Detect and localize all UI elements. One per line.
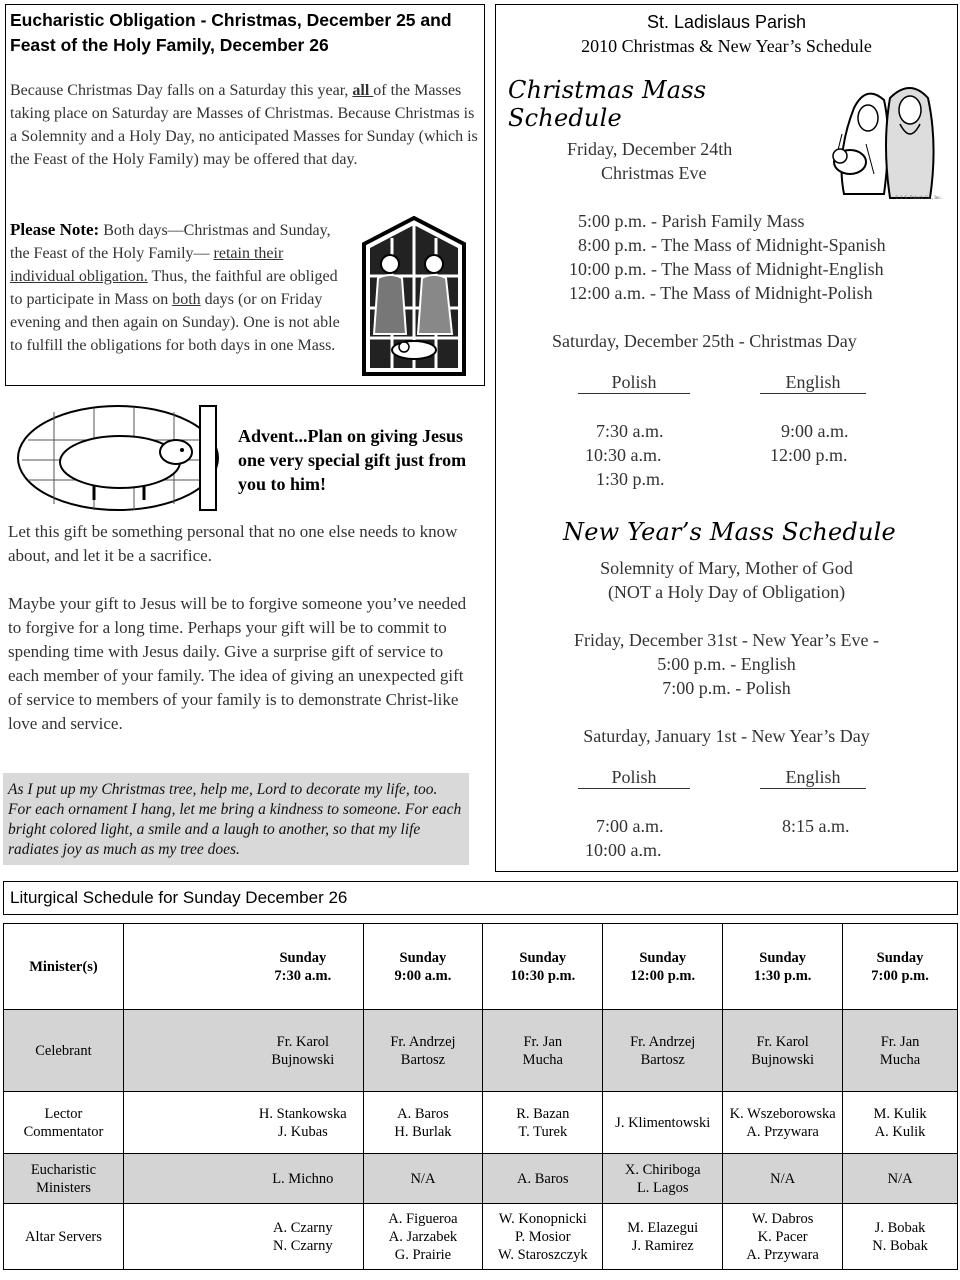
table-cell: Fr. Karol Bujnowski [723, 1010, 843, 1092]
ny-eve-mass-2: 7:00 p.m. - Polish [662, 678, 791, 698]
schedule-subtitle: 2010 Christmas & New Year’s Schedule [581, 36, 872, 56]
holy-family-illustration [826, 74, 946, 214]
ny-polish-heading: Polish [578, 766, 690, 789]
table-cell: A. Figueroa A. Jarzabek G. Prairie [363, 1204, 483, 1270]
not-holy-day-note: (NOT a Holy Day of Obligation) [607, 582, 846, 602]
table-cell: Fr. Andrzej Bartosz [603, 1010, 723, 1092]
ny-english-heading: English [760, 766, 866, 789]
table-cell: K. Wszeborowska A. Przywara [723, 1092, 843, 1154]
table-cell: N/A [843, 1154, 958, 1204]
role-cell: Eucharistic Ministers [4, 1154, 124, 1204]
emphasis-all: all [352, 82, 374, 99]
christmas-eve-date: Friday, December 24th [567, 139, 733, 159]
time-header-3: Sunday 12:00 p.m. [603, 924, 723, 1010]
table-cell: A. Czarny N. Czarny [243, 1204, 363, 1270]
table-cell: R. Bazan T. Turek [483, 1092, 603, 1154]
time-header-2: Sunday 10:30 p.m. [483, 924, 603, 1010]
time-header-1: Sunday 9:00 a.m. [363, 924, 483, 1010]
table-row-lector [4, 1092, 958, 1154]
parish-name: St. Ladislaus Parish [646, 12, 807, 32]
table-cell: Fr. Karol Bujnowski [243, 1010, 363, 1092]
table-cell: A. Baros [483, 1154, 603, 1204]
xmas-english-1: 9:00 a.m. [781, 421, 849, 441]
table-cell: Fr. Jan Mucha [843, 1010, 958, 1092]
ny-eve-mass-1: 5:00 p.m. - English [657, 654, 796, 674]
eve-mass-2: 8:00 p.m. - The Mass of Midnight-Spanish [578, 235, 886, 255]
note-lead: Please Note: [10, 220, 100, 239]
time-header-5: Sunday 7:00 p.m. [843, 924, 958, 1010]
christmas-mass-heading: Christmas Mass Schedule [508, 76, 707, 132]
new-year-mass-heading: New Year’s Mass Schedule [563, 518, 896, 546]
note-paragraph: Please Note: Both days—Christmas and Sunday, the Feast of the Holy Family— retain their individual obligation. Thus, the faithful are obliged to participate in Mass on both days (or on Friday evening and then again on Sunday). One is not able to fulfill the obligations for both days in one Mass. [10, 220, 340, 354]
role-cell: Lector Commentator [4, 1092, 124, 1154]
stained-glass-illustration [360, 216, 468, 376]
table-cell: J. Klimentowski [603, 1092, 723, 1154]
liturgical-title: Liturgical Schedule for Sunday December 26 [10, 888, 348, 907]
table-cell: W. Dabros K. Pacer A. Przywara [723, 1204, 843, 1270]
table-cell: X. Chiriboga L. Lagos [603, 1154, 723, 1204]
christmas-day-label: Saturday, December 25th - Christmas Day [552, 331, 857, 351]
table-cell: L. Michno [243, 1154, 363, 1204]
table-cell: N/A [363, 1154, 483, 1204]
advent-paragraph-2: Maybe your gift to Jesus will be to forgive someone you’ve needed to forgive for a long time. Perhaps your gift will be to commit to spending time with Jesus daily. Give a surprise gift of service to each member of your family. The idea of giving an unexpected gift of service to members of your family is to demonstrate Christ-like love and service. [8, 594, 467, 733]
table-cell: M. Kulik A. Kulik [843, 1092, 958, 1154]
ny-polish-1: 7:00 a.m. [596, 816, 664, 836]
role-cell: Altar Servers [4, 1204, 124, 1270]
table-header-row [4, 924, 958, 1010]
obligation-title: Eucharistic Obligation - Christmas, December 25 and Feast of the Holy Family, December 26 [10, 10, 452, 55]
new-year-day-label: Saturday, January 1st - New Year’s Day [583, 726, 870, 746]
table-cell: W. Konopnicki P. Mosior W. Staroszczyk [483, 1204, 603, 1270]
xmas-polish-heading: Polish [578, 371, 690, 394]
table-cell: Fr. Jan Mucha [483, 1010, 603, 1092]
table-row-eucharistic [4, 1154, 958, 1204]
xmas-polish-3: 1:30 p.m. [596, 469, 665, 489]
image-credit: © J. S. Paluch Co., Inc. [895, 196, 942, 201]
minister-header-cell: Minister(s) [4, 924, 124, 1010]
liturgical-schedule-table [3, 923, 958, 1270]
eve-mass-4: 12:00 a.m. - The Mass of Midnight-Polish [569, 283, 873, 303]
christmas-eve-label: Christmas Eve [601, 163, 707, 183]
xmas-polish-1: 7:30 a.m. [596, 421, 664, 441]
table-row-altar-servers [4, 1204, 958, 1270]
eve-mass-1: 5:00 p.m. - Parish Family Mass [578, 211, 805, 231]
lamb-illustration [14, 400, 236, 514]
table-cell: A. Baros H. Burlak [363, 1092, 483, 1154]
xmas-english-2: 12:00 p.m. [770, 445, 848, 465]
role-cell: Celebrant [4, 1010, 124, 1092]
xmas-english-heading: English [760, 371, 866, 394]
table-row-celebrant [4, 1010, 958, 1092]
ny-polish-2: 10:00 a.m. [585, 840, 662, 860]
eve-mass-3: 10:00 p.m. - The Mass of Midnight-English [569, 259, 884, 279]
christmas-tree-prayer: As I put up my Christmas tree, help me, Lord to decorate my life, too. For each ornament I hang, let me bring a kindness to someone. For each bright colored light, a smile and a laugh to another, so that my life radiates joy as much as my tree does. [3, 773, 469, 865]
table-cell: J. Bobak N. Bobak [843, 1204, 958, 1270]
table-cell: M. Elazegui J. Ramirez [603, 1204, 723, 1270]
time-header-0: Sunday 7:30 a.m. [243, 924, 363, 1010]
table-cell: N/A [723, 1154, 843, 1204]
xmas-polish-2: 10:30 a.m. [585, 445, 662, 465]
ny-english-1: 8:15 a.m. [782, 816, 850, 836]
table-cell: Fr. Andrzej Bartosz [363, 1010, 483, 1092]
obligation-paragraph: Because Christmas Day falls on a Saturday this year, all of the Masses taking place on Saturday are Masses of Christmas. Because Christmas is a Solemnity and a Holy Day, no anticipated Masses for Sunday (which is the Feast of the Holy Family) may be offered that day. [10, 82, 478, 168]
advent-paragraph-1: Let this gift be something personal that no one else needs to know about, and let it be a sacrifice. [8, 522, 458, 565]
solemnity-label: Solemnity of Mary, Mother of God [600, 558, 853, 578]
advent-heading: Advent...Plan on giving Jesus one very special gift just from you to him! [238, 426, 467, 494]
new-year-eve-label: Friday, December 31st - New Year’s Eve - [574, 630, 879, 650]
table-cell: H. Stankowska J. Kubas [243, 1092, 363, 1154]
time-header-4: Sunday 1:30 p.m. [723, 924, 843, 1010]
